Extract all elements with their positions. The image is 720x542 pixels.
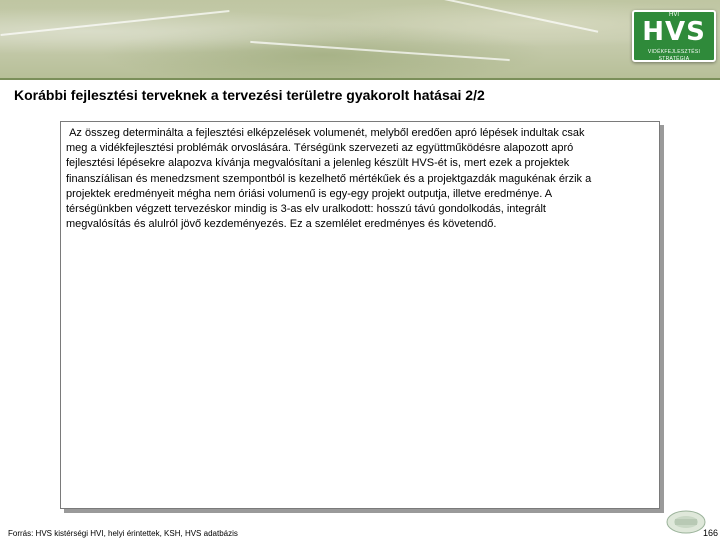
source-note: Forrás: HVS kistérségi HVI, helyi érintettek, KSH, HVS adatbázis xyxy=(8,529,238,538)
slide-title: Korábbi fejlesztési terveknek a tervezési területre gyakorolt hatásai 2/2 xyxy=(14,87,485,103)
map-road-line xyxy=(422,0,598,33)
content-textbox xyxy=(60,121,660,509)
body-text: Az összeg determinálta a fejlesztési elképzelések volumenét, melyből eredően apró lépések indultak csak meg a vidékfejlesztési problémák orvoslására. Térségünk szervezeti az együttműködésre alapozott apró fejlesztési lépésekre alapozva kívánja megvalósítani a jelenleg készült HVS-ét is, mert ezek a projektek finanszíálisan és menedzsment szempontból is kezelhető mértékűek és a projektgazdák magukénak érzik a projektek eredményeit mégha nem óriási volumenű is egy-egy projekt outputja, illetve eredménye. A térségünkben végzett tervezéskor mindig is 3-as elv uralkodott: hosszú távú gondolkodás, integrált megvalósítás és alulról jövő kezdeményezés. Ez a szemlélet eredményes és követendő. xyxy=(66,127,592,231)
header-banner xyxy=(0,0,720,78)
hvs-logo xyxy=(632,10,716,62)
logo-top-text: HVI xyxy=(668,12,679,18)
logo-sub-text: VIDÉKFEJLESZTÉSI STRATÉGIA xyxy=(647,49,701,62)
logo-main-text: HVS xyxy=(642,17,706,47)
map-road-line xyxy=(1,10,230,36)
header-divider xyxy=(0,78,720,80)
map-road-line xyxy=(250,41,510,61)
page-number: 166 xyxy=(702,528,718,538)
